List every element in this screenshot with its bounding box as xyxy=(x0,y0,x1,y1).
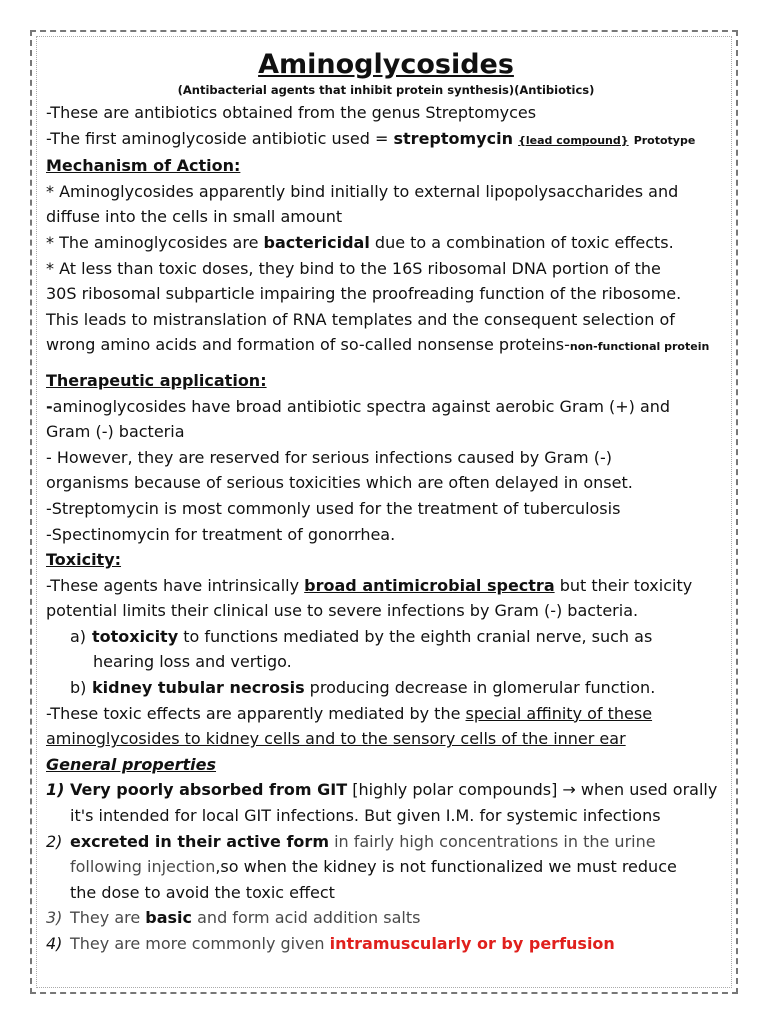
toxicity-line-4 xyxy=(46,726,726,752)
page-subtitle: (Antibacterial agents that inhibit protein synthesis)(Antibiotics) xyxy=(177,83,595,97)
page-title: Aminoglycosides xyxy=(258,49,514,80)
item-2-text: in fairly high concentrations in the urine xyxy=(328,831,656,851)
toxicity-heading: Toxicity: xyxy=(46,550,122,570)
therapeutic-dash: - xyxy=(46,396,53,416)
intramuscular-term: intramuscularly or by perfusion xyxy=(329,934,615,953)
moa-line-3a: * At less than toxic doses, they bind to the 16S ribosomal DNA portion of the xyxy=(46,258,661,278)
item-3-marker: 3) xyxy=(46,908,63,928)
toxicity-line-1-pre: -These agents have intrinsically xyxy=(46,575,305,595)
moa-heading: Mechanism of Action: xyxy=(46,156,241,176)
moa-line-2-pre: * The aminoglycosides are xyxy=(46,232,264,252)
poorly-absorbed-term: Very poorly absorbed from GIT xyxy=(70,780,348,800)
toxicity-line-3 xyxy=(46,701,726,727)
moa-line-2-post: due to a combination of toxic effects. xyxy=(369,232,674,252)
toxicity-line-3-pre: -These toxic effects are apparently mediated by the xyxy=(46,703,466,723)
lead-compound-note: {lead compound} xyxy=(518,133,629,147)
therapeutic-line-4: -Spectinomycin for treatment of gonorrhea. xyxy=(46,524,396,544)
special-affinity-text: special affinity of these xyxy=(465,703,653,723)
item-2-marker: 2) xyxy=(46,831,63,851)
therapeutic-line-1a xyxy=(46,394,726,420)
excreted-active-term: excreted in their active form xyxy=(70,831,329,851)
document-body xyxy=(46,48,726,957)
general-item-1 xyxy=(46,777,726,803)
intro-line-2 xyxy=(46,126,726,154)
general-item-2-cont xyxy=(46,854,726,880)
item-3-post: and form acid addition salts xyxy=(192,908,421,928)
toxicity-line-4-u2: of the inner ear xyxy=(501,729,626,749)
following-injection-text: following injection xyxy=(70,857,216,877)
therapeutic-line-1b: Gram (-) bacteria xyxy=(46,422,185,442)
toxicity-item-b xyxy=(46,675,726,701)
moa-line-1b: diffuse into the cells in small amount xyxy=(46,207,343,227)
broad-spectra-term: broad antimicrobial spectra xyxy=(304,575,555,595)
general-item-4 xyxy=(46,931,726,957)
moa-line-3c: This leads to mistranslation of RNA templates and the consequent selection of xyxy=(46,309,675,329)
therapeutic-line-2b: organisms because of serious toxicities which are often delayed in onset. xyxy=(46,473,633,493)
therapeutic-line-2a: - However, they are reserved for serious infections caused by Gram (-) xyxy=(46,447,612,467)
general-item-3 xyxy=(46,905,726,931)
general-item-2 xyxy=(46,829,726,855)
item-1-marker: 1) xyxy=(46,780,65,800)
intro-line-1: -These are antibiotics obtained from the genus Streptomyces xyxy=(46,103,537,122)
item-b-text: producing decrease in glomerular function. xyxy=(304,678,656,698)
kidney-necrosis-term: kidney tubular necrosis xyxy=(92,678,305,698)
toxicity-line-1 xyxy=(46,573,726,599)
moa-line-1a: * Aminoglycosides apparently bind initially to external lipopolysaccharides and xyxy=(46,181,679,201)
item-a-marker: a) xyxy=(70,626,87,646)
non-functional-protein-note: non-functional protein xyxy=(569,340,710,354)
moa-line-3d-text: wrong amino acids and formation of so-called nonsense proteins- xyxy=(46,335,570,355)
item-3-pre: They are xyxy=(70,908,146,928)
bactericidal-term: bactericidal xyxy=(263,232,370,252)
intro-line-2-text: -The first aminoglycoside antibiotic used = xyxy=(46,128,394,148)
streptomycin-term: streptomycin xyxy=(393,128,513,148)
toxicity-item-a-cont: hearing loss and vertigo. xyxy=(93,652,292,672)
moa-line-3b: 30S ribosomal subparticle impairing the proofreading function of the ribosome. xyxy=(46,284,682,304)
toxicity-item-a xyxy=(46,624,726,650)
item-a-text: to functions mediated by the eighth cranial nerve, such as xyxy=(178,626,653,646)
therapeutic-line-3: -Streptomycin is most commonly used for the treatment of tuberculosis xyxy=(46,498,621,518)
therapeutic-line-1a-text: aminoglycosides have broad antibiotic spectra against aerobic Gram (+) and xyxy=(52,396,671,416)
item-1-text: [highly polar compounds] → when used orally xyxy=(347,780,718,800)
therapeutic-heading: Therapeutic application: xyxy=(46,370,267,390)
toxicity-line-4-u1: aminoglycosides to kidney cells and to the sensory cells xyxy=(46,729,502,749)
prototype-note: Prototype xyxy=(633,133,696,147)
toxicity-line-2: potential limits their clinical use to severe infections by Gram (-) bacteria. xyxy=(46,601,639,621)
general-properties-heading: General properties xyxy=(46,754,217,774)
item-4-pre: They are more commonly given xyxy=(70,934,330,953)
item-2-cont-text: ,so when the kidney is not functionalized we must reduce xyxy=(215,857,677,877)
moa-line-3d xyxy=(46,332,726,360)
general-item-2-cont2: the dose to avoid the toxic effect xyxy=(70,882,335,902)
toxicity-line-1-post: but their toxicity xyxy=(554,575,693,595)
moa-line-2 xyxy=(46,230,726,256)
totoxicity-term: totoxicity xyxy=(92,626,179,646)
item-4-marker: 4) xyxy=(46,934,63,953)
basic-term: basic xyxy=(145,908,193,928)
general-item-1-cont: it's intended for local GIT infections. But given I.M. for systemic infections xyxy=(70,806,661,826)
item-b-marker: b) xyxy=(70,678,87,698)
